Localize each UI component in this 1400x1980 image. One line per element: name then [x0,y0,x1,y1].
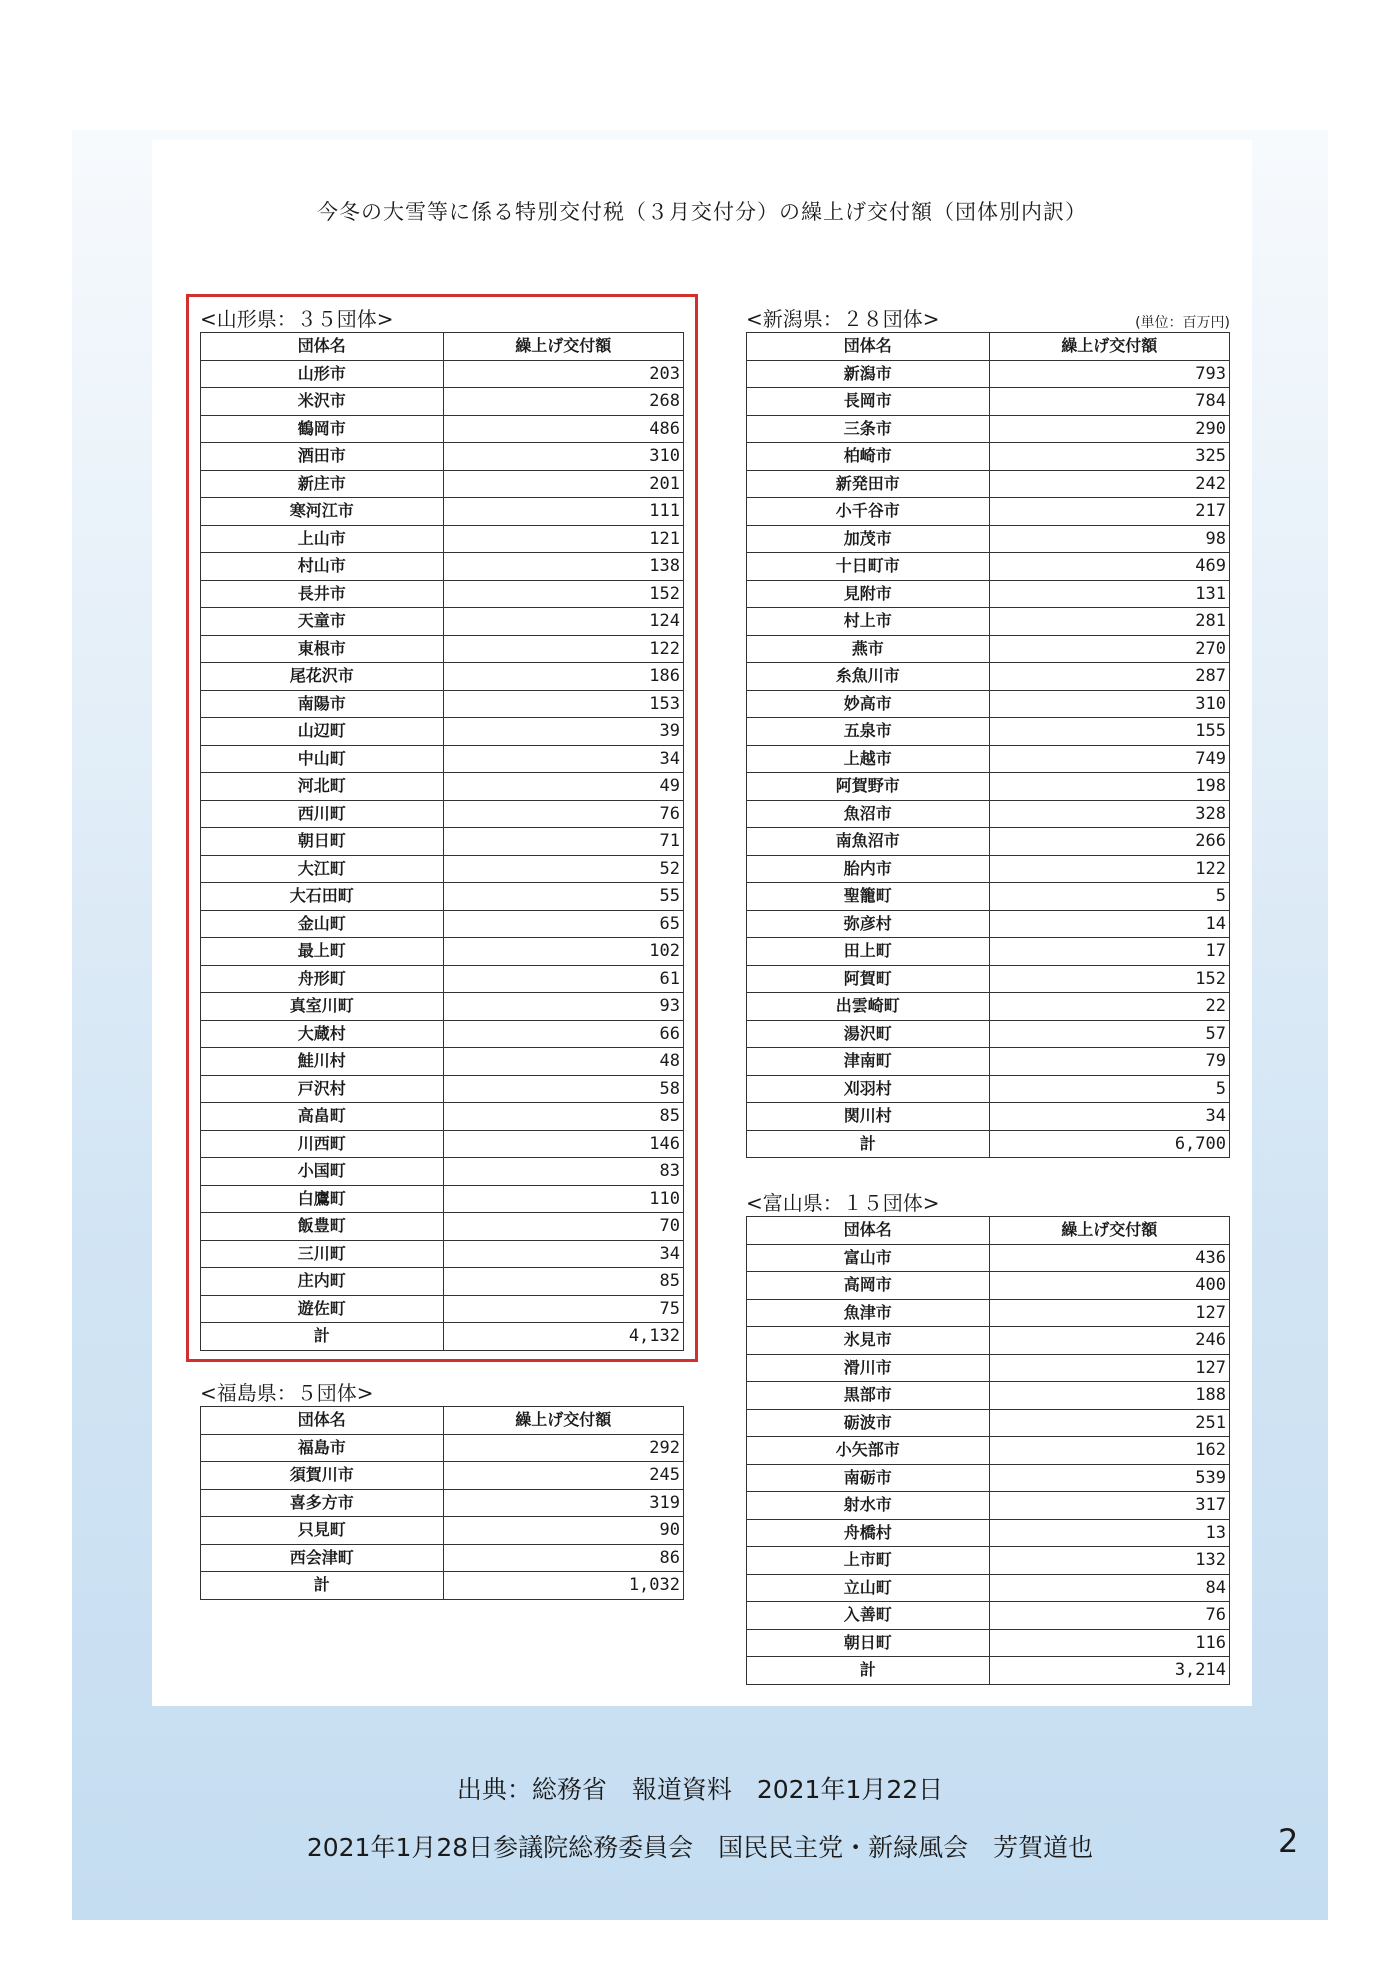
table-row [747,663,1230,691]
advance-amount: 186 [443,663,684,691]
municipality-name: 鶴岡市 [201,415,444,443]
advance-amount: 34 [443,745,684,773]
municipality-name: 真室川町 [201,993,444,1021]
column-header-name: 団体名 [201,1407,444,1435]
municipality-name: 遊佐町 [201,1295,444,1323]
municipality-name: 刈羽村 [747,1075,990,1103]
municipality-name: 村山市 [201,553,444,581]
municipality-name: 南砺市 [747,1464,990,1492]
municipality-name: 氷見市 [747,1327,990,1355]
advance-amount: 292 [443,1434,684,1462]
municipality-name: 柏崎市 [747,443,990,471]
advance-amount: 70 [443,1213,684,1241]
municipality-name: 戸沢村 [201,1075,444,1103]
municipality-name: 庄内町 [201,1268,444,1296]
table-row [747,553,1230,581]
table-row [747,498,1230,526]
table-row [747,608,1230,636]
advance-amount: 400 [989,1272,1230,1300]
municipality-name: 福島市 [201,1434,444,1462]
advance-amount: 98 [989,525,1230,553]
advance-amount: 122 [443,635,684,663]
table-row [747,360,1230,388]
advance-amount: 52 [443,855,684,883]
column-header-amount: 繰上げ交付額 [443,1407,684,1435]
table-row [747,718,1230,746]
municipality-name: 見附市 [747,580,990,608]
municipality-name: 上越市 [747,745,990,773]
municipality-name: 白鷹町 [201,1185,444,1213]
table-row [747,443,1230,471]
advance-amount: 58 [443,1075,684,1103]
advance-amount: 290 [989,415,1230,443]
municipality-name: 天童市 [201,608,444,636]
table-row [747,1519,1230,1547]
table-row [747,388,1230,416]
advance-amount: 793 [989,360,1230,388]
advance-amount: 127 [989,1354,1230,1382]
table-row [747,800,1230,828]
advance-amount: 188 [989,1382,1230,1410]
table-row [201,1572,684,1600]
table-row [747,883,1230,911]
advance-amount: 242 [989,470,1230,498]
table-row [747,1075,1230,1103]
advance-amount: 152 [989,965,1230,993]
municipality-name: 長井市 [201,580,444,608]
column-header-name: 団体名 [747,1217,990,1245]
table-row [747,1574,1230,1602]
municipality-name: 関川村 [747,1103,990,1131]
table-row [747,1492,1230,1520]
advance-amount: 83 [443,1158,684,1186]
municipality-name: 弥彦村 [747,910,990,938]
page-number: 2 [1278,1822,1299,1860]
advance-amount: 469 [989,553,1230,581]
municipality-name: 小国町 [201,1158,444,1186]
advance-amount: 17 [989,938,1230,966]
municipality-name: 上市町 [747,1547,990,1575]
municipality-name: 新潟市 [747,360,990,388]
table-row [747,415,1230,443]
table-row [201,1544,684,1572]
municipality-name: 只見町 [201,1517,444,1545]
municipality-name: 大江町 [201,855,444,883]
yamagata-heading: <山形県：３５団体> [200,307,394,331]
municipality-name: 西川町 [201,800,444,828]
municipality-name: 滑川市 [747,1354,990,1382]
advance-amount: 6,700 [989,1130,1230,1158]
toyama-heading: <富山県：１５団体> [746,1191,940,1215]
municipality-name: 聖籠町 [747,883,990,911]
toyama-block [746,1190,1230,1685]
advance-amount: 93 [443,993,684,1021]
table-row [747,525,1230,553]
advance-amount: 22 [989,993,1230,1021]
advance-amount: 217 [989,498,1230,526]
table-row [747,855,1230,883]
advance-amount: 122 [989,855,1230,883]
municipality-name: 西会津町 [201,1544,444,1572]
advance-amount: 153 [443,690,684,718]
municipality-name: 最上町 [201,938,444,966]
highlight-frame [186,294,698,1362]
table-row [747,1354,1230,1382]
column-header-amount: 繰上げ交付額 [989,1217,1230,1245]
municipality-name: 大蔵村 [201,1020,444,1048]
municipality-name: 射水市 [747,1492,990,1520]
table-row [747,1272,1230,1300]
municipality-name: 津南町 [747,1048,990,1076]
municipality-name: 糸魚川市 [747,663,990,691]
municipality-name: 湯沢町 [747,1020,990,1048]
table-row [747,1657,1230,1685]
table-row [747,1020,1230,1048]
municipality-name: 上山市 [201,525,444,553]
fukushima-block [200,1380,684,1600]
niigata-table [746,332,1230,1158]
table-row [747,828,1230,856]
table-row [747,993,1230,1021]
table-row [201,1462,684,1490]
municipality-name: 富山市 [747,1244,990,1272]
municipality-name: 喜多方市 [201,1489,444,1517]
municipality-name: 小矢部市 [747,1437,990,1465]
advance-amount: 328 [989,800,1230,828]
municipality-name: 魚沼市 [747,800,990,828]
column-header-amount: 繰上げ交付額 [989,333,1230,361]
advance-amount: 319 [443,1489,684,1517]
table-row [201,1517,684,1545]
municipality-name: 酒田市 [201,443,444,471]
municipality-name: 朝日町 [747,1629,990,1657]
municipality-name: 十日町市 [747,553,990,581]
municipality-name: 計 [201,1323,444,1351]
municipality-name: 舟形町 [201,965,444,993]
advance-amount: 49 [443,773,684,801]
advance-amount: 85 [443,1103,684,1131]
municipality-name: 高岡市 [747,1272,990,1300]
advance-amount: 79 [989,1048,1230,1076]
table-row [747,1299,1230,1327]
advance-amount: 436 [989,1244,1230,1272]
table-row [747,965,1230,993]
advance-amount: 1,032 [443,1572,684,1600]
advance-amount: 48 [443,1048,684,1076]
advance-amount: 270 [989,635,1230,663]
table-row [201,1489,684,1517]
municipality-name: 寒河江市 [201,498,444,526]
advance-amount: 3,214 [989,1657,1230,1685]
table-row [747,1244,1230,1272]
municipality-name: 高畠町 [201,1103,444,1131]
advance-amount: 5 [989,883,1230,911]
fukushima-table [200,1406,684,1600]
niigata-heading [746,306,1230,332]
municipality-name: 三条市 [747,415,990,443]
advance-amount: 86 [443,1544,684,1572]
table-row [747,580,1230,608]
advance-amount: 85 [443,1268,684,1296]
municipality-name: 山形市 [201,360,444,388]
municipality-name: 新庄市 [201,470,444,498]
table-row [747,1547,1230,1575]
municipality-name: 加茂市 [747,525,990,553]
advance-amount: 76 [989,1602,1230,1630]
municipality-name: 計 [747,1130,990,1158]
advance-amount: 65 [443,910,684,938]
niigata-heading-text: <新潟県：２８団体> [746,307,940,331]
advance-amount: 13 [989,1519,1230,1547]
niigata-block [746,306,1230,1158]
municipality-name: 入善町 [747,1602,990,1630]
table-row [747,1437,1230,1465]
advance-amount: 84 [989,1574,1230,1602]
table-row [747,470,1230,498]
advance-amount: 71 [443,828,684,856]
municipality-name: 飯豊町 [201,1213,444,1241]
municipality-name: 胎内市 [747,855,990,883]
advance-amount: 127 [989,1299,1230,1327]
event-caption: 2021年1月28日参議院総務委員会 国民民主党・新緑風会 芳賀道也 [306,1833,1094,1862]
advance-amount: 110 [443,1185,684,1213]
municipality-name: 妙高市 [747,690,990,718]
table-row [747,910,1230,938]
municipality-name: 黒部市 [747,1382,990,1410]
advance-amount: 57 [989,1020,1230,1048]
municipality-name: 河北町 [201,773,444,801]
table-row [747,1130,1230,1158]
municipality-name: 魚津市 [747,1299,990,1327]
advance-amount: 138 [443,553,684,581]
table-row [747,1464,1230,1492]
municipality-name: 山辺町 [201,718,444,746]
advance-amount: 102 [443,938,684,966]
advance-amount: 116 [989,1629,1230,1657]
municipality-name: 須賀川市 [201,1462,444,1490]
municipality-name: 舟橋村 [747,1519,990,1547]
advance-amount: 310 [989,690,1230,718]
advance-amount: 75 [443,1295,684,1323]
advance-amount: 155 [989,718,1230,746]
advance-amount: 66 [443,1020,684,1048]
municipality-name: 新発田市 [747,470,990,498]
advance-amount: 784 [989,388,1230,416]
advance-amount: 90 [443,1517,684,1545]
table-row [747,1382,1230,1410]
advance-amount: 132 [989,1547,1230,1575]
advance-amount: 325 [989,443,1230,471]
table-row [747,1409,1230,1437]
advance-amount: 266 [989,828,1230,856]
municipality-name: 田上町 [747,938,990,966]
table-row [747,938,1230,966]
source-citation: 出典：総務省 報道資料 2021年1月22日 [456,1775,944,1804]
toyama-table [746,1216,1230,1685]
municipality-name: 計 [201,1572,444,1600]
municipality-name: 金山町 [201,910,444,938]
municipality-name: 砺波市 [747,1409,990,1437]
column-header-amount: 繰上げ交付額 [443,333,684,361]
municipality-name: 鮭川村 [201,1048,444,1076]
municipality-name: 計 [747,1657,990,1685]
advance-amount: 55 [443,883,684,911]
advance-amount: 34 [989,1103,1230,1131]
municipality-name: 五泉市 [747,718,990,746]
advance-amount: 317 [989,1492,1230,1520]
municipality-name: 大石田町 [201,883,444,911]
advance-amount: 124 [443,608,684,636]
advance-amount: 76 [443,800,684,828]
table-row [747,773,1230,801]
municipality-name: 南陽市 [201,690,444,718]
advance-amount: 152 [443,580,684,608]
advance-amount: 251 [989,1409,1230,1437]
municipality-name: 阿賀野市 [747,773,990,801]
advance-amount: 146 [443,1130,684,1158]
advance-amount: 39 [443,718,684,746]
advance-amount: 34 [443,1240,684,1268]
column-header-name: 団体名 [747,333,990,361]
municipality-name: 南魚沼市 [747,828,990,856]
advance-amount: 5 [989,1075,1230,1103]
advance-amount: 111 [443,498,684,526]
municipality-name: 村上市 [747,608,990,636]
municipality-name: 尾花沢市 [201,663,444,691]
municipality-name: 燕市 [747,635,990,663]
advance-amount: 198 [989,773,1230,801]
municipality-name: 阿賀町 [747,965,990,993]
municipality-name: 出雲崎町 [747,993,990,1021]
municipality-name: 東根市 [201,635,444,663]
unit-label: (単位：百万円) [1135,315,1230,331]
advance-amount: 162 [989,1437,1230,1465]
table-row [747,635,1230,663]
table-row [201,1434,684,1462]
municipality-name: 朝日町 [201,828,444,856]
advance-amount: 287 [989,663,1230,691]
advance-amount: 268 [443,388,684,416]
table-row [747,1602,1230,1630]
municipality-name: 長岡市 [747,388,990,416]
advance-amount: 201 [443,470,684,498]
advance-amount: 246 [989,1327,1230,1355]
advance-amount: 486 [443,415,684,443]
table-row [747,1048,1230,1076]
advance-amount: 203 [443,360,684,388]
fukushima-heading: <福島県：５団体> [200,1381,374,1405]
municipality-name: 中山町 [201,745,444,773]
advance-amount: 749 [989,745,1230,773]
table-row [747,1327,1230,1355]
municipality-name: 三川町 [201,1240,444,1268]
municipality-name: 米沢市 [201,388,444,416]
page-title: 今冬の大雪等に係る特別交付税（３月交付分）の繰上げ交付額（団体別内訳） [317,200,1087,224]
municipality-name: 立山町 [747,1574,990,1602]
column-header-name: 団体名 [201,333,444,361]
table-row [747,690,1230,718]
table-row [747,1629,1230,1657]
municipality-name: 川西町 [201,1130,444,1158]
advance-amount: 61 [443,965,684,993]
municipality-name: 小千谷市 [747,498,990,526]
advance-amount: 539 [989,1464,1230,1492]
table-row [747,1103,1230,1131]
advance-amount: 121 [443,525,684,553]
table-row [747,745,1230,773]
advance-amount: 4,132 [443,1323,684,1351]
advance-amount: 310 [443,443,684,471]
advance-amount: 14 [989,910,1230,938]
advance-amount: 281 [989,608,1230,636]
advance-amount: 131 [989,580,1230,608]
advance-amount: 245 [443,1462,684,1490]
